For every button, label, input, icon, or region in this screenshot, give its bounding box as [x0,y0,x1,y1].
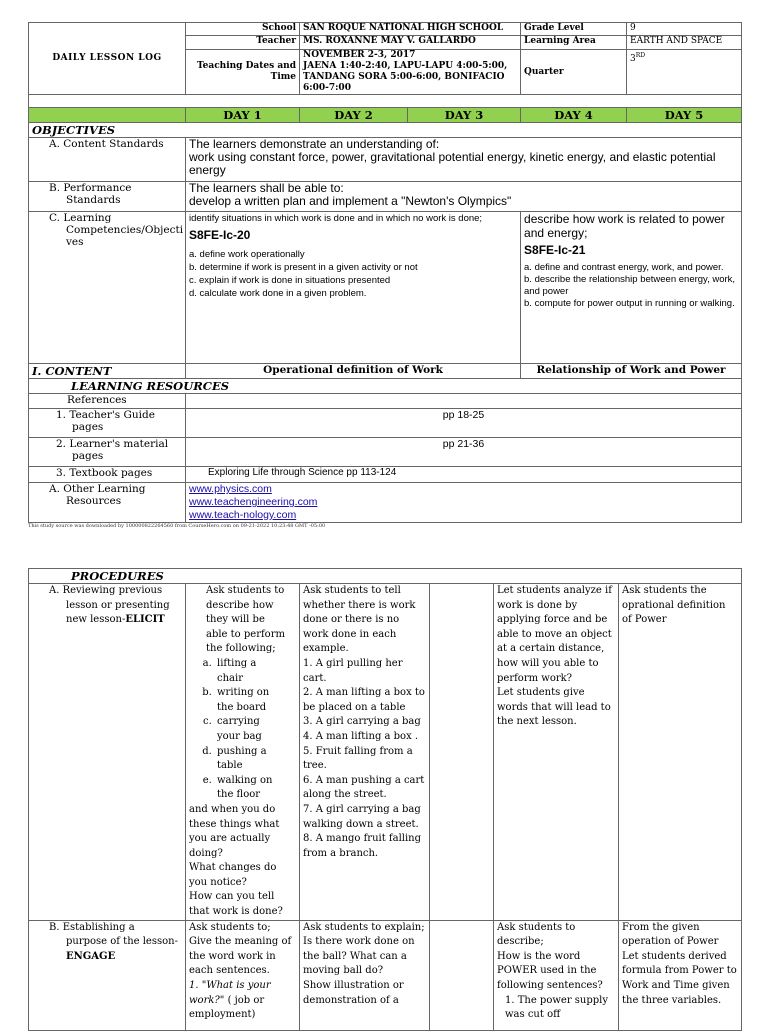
link-physics[interactable]: www.physics.com [189,483,272,495]
competencies-label [29,212,186,364]
references-label: References [29,394,186,409]
performance-standards-label [29,182,186,212]
page-title: DAILY LESSON LOG [29,23,186,95]
engage-day2 [300,920,430,1030]
content-standards-line-1: The learners demonstrate an understanding of: [189,137,440,151]
lm-label-2: pages [72,450,104,462]
resources-heading: LEARNING RESOURCES [29,379,742,394]
references-value [186,394,742,409]
tg-label-2: pages [72,421,104,433]
elicit-d1-intro-1: Ask students to [206,585,285,596]
competencies-label-3: ves [66,236,84,248]
elicit-d2-item: 4. A man lifting a box . [303,730,419,742]
learners-material-label [29,438,186,467]
content-standards-label-text: A. Content Standards [49,138,164,150]
day-header-blank [29,108,186,123]
engage-day4 [494,920,619,1030]
spacer-row [29,95,742,108]
elicit-d4-text-b: Let students give words that will lead to the next lesson. [497,687,611,728]
school-value: SAN ROQUE NATIONAL HIGH SCHOOL [300,23,521,36]
day-2-header: DAY 2 [300,108,408,123]
performance-label-1: B. Performance [49,182,132,194]
elicit-d4-text: Let students analyze if work is done by applying force and be able to move an object at a certain distance, how will you able to perform work? [497,585,612,684]
engage-d1-3 [189,979,296,1023]
content-left: Operational definition of Work [186,364,521,379]
elicit-label-3 [32,613,182,628]
dates-value [300,50,521,95]
dates-line-1: NOVEMBER 2-3, 2017 [303,50,416,60]
elicit-d1-list [189,657,296,803]
day-3-header: DAY 3 [408,108,521,123]
elicit-d1-item: d. pushing a table [215,745,296,774]
quarter-suffix: RD [635,52,646,59]
elicit-d1-intro-2: describe how [206,599,274,611]
elicit-d1-q2: What changes do you notice? [189,862,277,888]
area-value: EARTH AND SPACE [627,36,742,50]
dates-line-2: JAENA 1:40-2:40, LAPU-LAPU 4:00-5:00, [303,61,508,71]
elicit-d2-item: 6. A man pushing a cart along the street. [303,774,425,801]
competency-right-item: b. describe the relationship between energy, work, and power [524,274,736,297]
engage-d2-2: Is there work done on the ball? What can a moving ball do? [303,936,415,977]
competency-left-code: S8FE-Ic-20 [189,228,251,242]
engage-day5: From the given operation of Power Let students derived formula from Power to Work and Time given the three variables. [619,920,742,1030]
content-label: I. CONTENT [29,364,186,379]
quarter-value [627,50,742,95]
grade-label: Grade Level [521,23,627,36]
engage-d4-2: How is the word POWER used in the following sentences? [497,950,603,992]
engage-day3 [430,920,494,1030]
competencies-label-1: C. Learning [49,212,112,224]
elicit-day1 [186,584,300,921]
competency-left-item: a. define work operationally [189,249,305,260]
lm-label-1: 2. Learner's material [56,438,169,450]
elicit-label-2: lesson or presenting [66,599,170,611]
engage-d4-1: Ask students to describe; [497,921,576,948]
elicit-d2-item: 5. Fruit falling from a tree. [303,745,413,772]
teachers-guide-value: pp 18-25 [186,409,742,438]
teacher-value: MS. ROXANNE MAY V. GALLARDO [300,36,521,50]
tg-label-1: 1. Teacher's Guide [56,409,155,421]
day-1-header: DAY 1 [186,108,300,123]
elicit-label-bold: ELICIT [125,614,165,626]
dates-label: Teaching Dates and Time [186,50,300,95]
elicit-d2-item: 7. A girl carrying a bag walking down a street. [303,803,421,830]
competencies-label-2: Competencies/Objecti [66,224,184,236]
other-label-1: A. Other Learning [49,483,146,495]
textbook-label: 3. Textbook pages [29,467,186,483]
elicit-d2-item: 3. A girl carrying a bag [303,716,421,728]
engage-d1-3-answer: ( job or employment) [189,994,265,1021]
school-label: School [186,23,300,36]
elicit-day3 [430,584,494,921]
competency-right-intro: describe how work is related to power and energy; [524,212,725,240]
engage-d4-3: 1. The power supply was cut off [505,994,609,1021]
procedures-table [28,568,742,1031]
competency-left-item: b. determine if work is present in a given activity or not [189,262,418,273]
performance-standards-value [186,182,742,212]
elicit-d2-item: 2. A man lifting a box to be placed on a table [303,687,425,713]
quarter-number: 3 [630,54,636,64]
day-5-header: DAY 5 [627,108,742,123]
performance-label-2: Standards [66,194,121,206]
engage-label-bold: ENGAGE [66,950,116,962]
elicit-label-1: A. Reviewing previous [49,585,163,596]
area-label: Learning Area [521,36,627,50]
download-footnote: This study source was downloaded by 100000822264560 from CourseHero.com on 09-21-2022 10:23:48 GMT -05:00 [28,523,326,529]
dates-line-3: TANDANG SORA 5:00-6:00, BONIFACIO 6:00-7:00 [303,72,505,93]
competency-left-item: d. calculate work done in a given problem. [189,288,367,299]
performance-line-1: The learners shall be able to: [189,181,344,195]
day-header-row [29,108,742,123]
elicit-label-3-text: new lesson- [66,614,126,626]
engage-label [29,920,186,1030]
elicit-d1-item: b. writing on the board [215,686,296,715]
competencies-day1-3 [186,212,521,364]
other-resources-label [29,483,186,523]
engage-d1-1: Ask students to; [189,921,271,933]
learners-material-value: pp 21-36 [186,438,742,467]
procedures-heading: PROCEDURES [29,569,742,584]
elicit-day4 [494,584,619,921]
elicit-d2-item: 1. A girl pulling her cart. [303,657,403,684]
link-teach-nology[interactable]: www.teach-nology.com [189,509,297,521]
elicit-label [29,584,186,921]
textbook-value: Exploring Life through Science pp 113-124 [186,467,742,483]
elicit-day2 [300,584,430,921]
engage-d2-3: Show illustration or demonstration of a [303,980,404,1006]
quarter-label: Quarter [521,50,627,95]
teachers-guide-label [29,409,186,438]
content-standards-line-2: work using constant force, power, gravitational potential energy, kinetic energy, and elastic potential energy [189,150,716,177]
engage-d1-2: Give the meaning of the word work in each sentences. [189,936,292,977]
competency-left-intro: identify situations in which work is done and in which no work is done; [189,213,483,224]
performance-line-2: develop a written plan and implement a "Newton's Olympics" [189,194,512,208]
engage-d1-3-question: 1. "What is your work?" [189,980,271,1006]
engage-d2-1: Ask students to explain; [303,921,425,933]
elicit-d1-q3: How can you tell that work is done? [189,891,283,918]
lesson-log-top-table [28,22,742,523]
elicit-d1-item: c. carrying your bag [215,715,296,744]
competency-right-item: a. define and contrast energy, work, and power. [524,262,724,273]
engage-day1 [186,920,300,1030]
grade-value: 9 [627,23,742,36]
elicit-d1-item: e. walking on the floor [215,774,296,803]
objectives-heading: OBJECTIVES [29,123,742,138]
teacher-label: Teacher [186,36,300,50]
elicit-d1-intro-5: the following; [206,643,276,655]
other-resources-value [186,483,742,523]
day-4-header: DAY 4 [521,108,627,123]
competency-left-item: c. explain if work is done in situations presented [189,275,391,286]
content-right: Relationship of Work and Power [521,364,742,379]
elicit-day5: Ask students the oprational definition of Power [619,584,742,921]
content-standards-value [186,138,742,182]
elicit-d1-intro-3: they will be [206,614,265,626]
engage-label-1: B. Establishing a [49,921,135,933]
elicit-d2-item: 8. A mango fruit falling from a branch. [303,833,422,859]
other-label-2: Resources [66,495,122,507]
elicit-d1-intro-4: able to perform [206,628,285,640]
competency-right-code: S8FE-Ic-21 [524,243,586,257]
elicit-d1-outro: and when you do these things what you are actually doing? [189,803,280,859]
content-standards-label [29,138,186,182]
elicit-d2-intro: Ask students to tell whether there is work done or there is no work done in each example. [303,585,416,655]
engage-label-2: purpose of the lesson- [66,936,178,948]
competencies-day4-5 [521,212,742,364]
elicit-d1-item: a. lifting a chair [215,657,296,686]
competency-right-item: b. compute for power output in running or walking. [524,298,735,309]
link-teachengineering[interactable]: www.teachengineering.com [189,496,318,508]
